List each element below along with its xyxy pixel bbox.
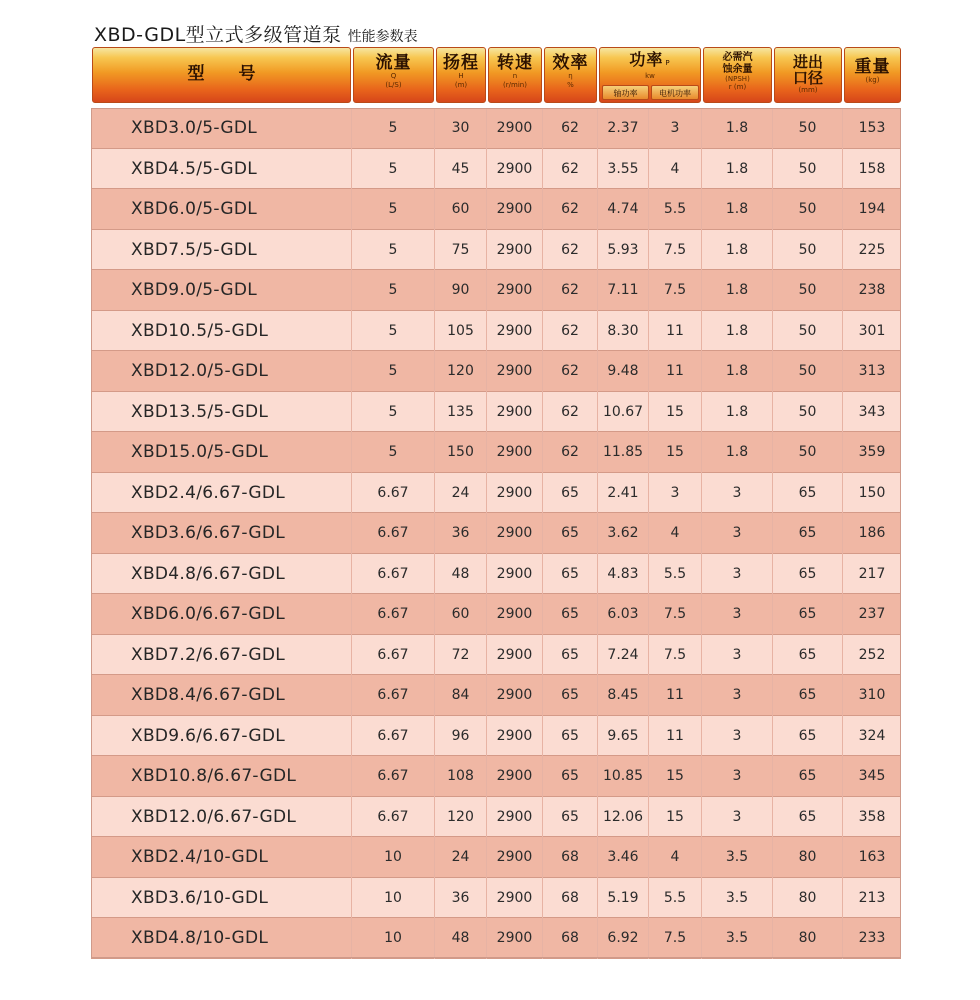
header-power-symbol: P: [665, 59, 671, 67]
cell-diameter: 65: [773, 554, 843, 595]
cell-head: 60: [435, 189, 487, 230]
cell-flow: 5: [352, 189, 435, 230]
header-model-label: 型号: [187, 64, 290, 84]
cell-flow: 5: [352, 432, 435, 473]
cell-shaft-power: 9.65: [598, 716, 649, 757]
cell-npsh: 3: [702, 716, 773, 757]
cell-speed: 2900: [487, 756, 543, 797]
table-row: [91, 756, 901, 797]
header-power-text: 功率: [629, 50, 664, 69]
cell-shaft-power: 4.83: [598, 554, 649, 595]
cell-head: 36: [435, 878, 487, 919]
cell-flow: 6.67: [352, 513, 435, 554]
cell-efficiency: 68: [543, 837, 598, 878]
cell-head: 150: [435, 432, 487, 473]
header-npsh: [703, 47, 772, 103]
table-row: [91, 189, 901, 230]
cell-head: 24: [435, 473, 487, 514]
cell-diameter: 65: [773, 716, 843, 757]
cell-shaft-power: 5.19: [598, 878, 649, 919]
cell-head: 48: [435, 918, 487, 959]
cell-motor-power: 4: [649, 149, 702, 190]
cell-head: 108: [435, 756, 487, 797]
cell-flow: 5: [352, 230, 435, 271]
header-shaft-power: 轴功率: [602, 85, 649, 100]
header-power-label: [600, 51, 700, 72]
table-row: [91, 473, 901, 514]
cell-shaft-power: 3.46: [598, 837, 649, 878]
cell-efficiency: 65: [543, 716, 598, 757]
cell-motor-power: 5.5: [649, 554, 702, 595]
cell-shaft-power: 10.85: [598, 756, 649, 797]
cell-speed: 2900: [487, 594, 543, 635]
cell-motor-power: 15: [649, 756, 702, 797]
header-speed-symbol: n: [512, 72, 518, 80]
cell-head: 48: [435, 554, 487, 595]
cell-head: 30: [435, 108, 487, 149]
cell-efficiency: 65: [543, 797, 598, 838]
cell-weight: 238: [858, 282, 886, 298]
header-npsh-line4: r (m): [728, 83, 747, 91]
table-row: [91, 149, 901, 190]
cell-npsh: 1.8: [702, 432, 773, 473]
title-sub: 性能参数表: [347, 29, 418, 45]
cell-model: XBD4.5/5-GDL: [91, 149, 352, 190]
cell-motor-power: 11: [649, 351, 702, 392]
cell-npsh: 1.8: [702, 189, 773, 230]
table-row: [91, 554, 901, 595]
cell-weight: 194: [858, 201, 886, 217]
cell-diameter: 65: [773, 473, 843, 514]
cell-model: XBD4.8/6.67-GDL: [91, 554, 352, 595]
cell-weight: 310: [858, 687, 886, 703]
cell-efficiency: 65: [543, 635, 598, 676]
cell-flow: 6.67: [352, 756, 435, 797]
cell-model: XBD2.4/10-GDL: [91, 837, 352, 878]
cell-npsh: 3: [702, 473, 773, 514]
cell-npsh: 1.8: [702, 392, 773, 433]
header-flow: [353, 47, 434, 103]
cell-motor-power: 7.5: [649, 594, 702, 635]
cell-head: 120: [435, 797, 487, 838]
cell-weight: 343: [858, 403, 886, 420]
cell-efficiency: 68: [543, 918, 598, 959]
cell-npsh: 3: [702, 797, 773, 838]
table-row: [91, 392, 901, 433]
header-flow-symbol: Q: [390, 72, 397, 80]
cell-motor-power: 11: [649, 716, 702, 757]
cell-shaft-power: 11.85: [598, 432, 649, 473]
cell-speed: 2900: [487, 351, 543, 392]
header-inout-unit: (mm): [798, 86, 818, 94]
cell-efficiency: 65: [543, 756, 598, 797]
cell-weight: 225: [858, 241, 886, 258]
cell-model: XBD9.0/5-GDL: [91, 270, 352, 311]
cell-head: 96: [435, 716, 487, 757]
table-row: [91, 270, 901, 311]
table-row: [91, 878, 901, 919]
cell-speed: 2900: [487, 878, 543, 919]
cell-diameter: 50: [773, 351, 843, 392]
cell-motor-power: 15: [649, 392, 702, 433]
cell-flow: 6.67: [352, 635, 435, 676]
cell-flow: 5: [352, 108, 435, 149]
header-inout-line1: 进出: [792, 53, 823, 71]
cell-npsh: 3: [702, 554, 773, 595]
cell-flow: 5: [352, 351, 435, 392]
cell-speed: 2900: [487, 311, 543, 352]
cell-diameter: 50: [773, 189, 843, 230]
cell-head: 135: [435, 392, 487, 433]
cell-diameter: 80: [773, 837, 843, 878]
cell-shaft-power: 12.06: [598, 797, 649, 838]
cell-flow: 10: [352, 837, 435, 878]
header-efficiency: [544, 47, 597, 103]
cell-speed: 2900: [487, 513, 543, 554]
table-row: [91, 230, 901, 271]
cell-motor-power: 4: [649, 513, 702, 554]
cell-shaft-power: 7.11: [598, 270, 649, 311]
cell-diameter: 50: [773, 108, 843, 149]
cell-speed: 2900: [487, 392, 543, 433]
header-motor-power: 电机功率: [651, 85, 699, 100]
cell-efficiency: 62: [543, 230, 598, 271]
cell-model: XBD3.0/5-GDL: [91, 108, 352, 149]
cell-weight: 358: [858, 808, 886, 825]
header-npsh-line1: 必需汽: [722, 52, 753, 63]
header-weight-label: 重量: [854, 57, 891, 77]
cell-weight: 158: [858, 160, 886, 177]
cell-head: 120: [435, 351, 487, 392]
cell-npsh: 3: [702, 675, 773, 716]
cell-efficiency: 65: [543, 513, 598, 554]
table-row: [91, 108, 901, 149]
cell-flow: 10: [352, 918, 435, 959]
cell-efficiency: 62: [543, 351, 598, 392]
cell-model: XBD10.8/6.67-GDL: [91, 756, 352, 797]
cell-npsh: 1.8: [702, 149, 773, 190]
cell-weight: 233: [858, 930, 886, 946]
cell-model: XBD7.2/6.67-GDL: [91, 635, 352, 676]
cell-weight: 150: [858, 484, 886, 501]
cell-motor-power: 7.5: [649, 270, 702, 311]
cell-flow: 5: [352, 270, 435, 311]
cell-speed: 2900: [487, 473, 543, 514]
table-row: [91, 432, 901, 473]
cell-speed: 2900: [487, 797, 543, 838]
cell-speed: 2900: [487, 716, 543, 757]
cell-flow: 6.67: [352, 473, 435, 514]
cell-model: XBD12.0/5-GDL: [91, 351, 352, 392]
cell-speed: 2900: [487, 554, 543, 595]
cell-shaft-power: 6.92: [598, 918, 649, 959]
header-inout: [774, 47, 842, 103]
header-head-unit: (m): [454, 81, 468, 89]
cell-motor-power: 3: [649, 108, 702, 149]
cell-weight: 313: [858, 363, 886, 379]
cell-speed: 2900: [487, 675, 543, 716]
cell-motor-power: 5.5: [649, 189, 702, 230]
cell-weight: 359: [858, 444, 886, 460]
cell-flow: 6.67: [352, 554, 435, 595]
header-efficiency-label: 效率: [552, 53, 589, 73]
header-inout-line2: 口径: [792, 69, 823, 87]
cell-npsh: 1.8: [702, 230, 773, 271]
table-row: [91, 311, 901, 352]
cell-efficiency: 62: [543, 149, 598, 190]
cell-motor-power: 7.5: [649, 918, 702, 959]
cell-model: XBD9.6/6.67-GDL: [91, 716, 352, 757]
cell-speed: 2900: [487, 635, 543, 676]
header-weight-unit: (kg): [865, 76, 880, 84]
header-efficiency-symbol: η: [568, 72, 573, 80]
cell-motor-power: 7.5: [649, 635, 702, 676]
cell-efficiency: 62: [543, 311, 598, 352]
cell-weight: 301: [858, 322, 886, 339]
cell-motor-power: 11: [649, 675, 702, 716]
cell-flow: 10: [352, 878, 435, 919]
header-speed-label: 转速: [497, 53, 533, 73]
cell-flow: 6.67: [352, 797, 435, 838]
cell-weight: 213: [858, 889, 886, 906]
cell-speed: 2900: [487, 432, 543, 473]
cell-diameter: 65: [773, 675, 843, 716]
table-row: [91, 351, 901, 392]
header-weight: [844, 47, 901, 103]
cell-diameter: 50: [773, 392, 843, 433]
cell-shaft-power: 6.03: [598, 594, 649, 635]
cell-shaft-power: 4.74: [598, 189, 649, 230]
cell-npsh: 3.5: [702, 837, 773, 878]
cell-diameter: 50: [773, 230, 843, 271]
table-row: [91, 635, 901, 676]
cell-speed: 2900: [487, 149, 543, 190]
cell-speed: 2900: [487, 108, 543, 149]
cell-npsh: 3.5: [702, 918, 773, 959]
cell-model: XBD7.5/5-GDL: [91, 230, 352, 271]
cell-model: XBD2.4/6.67-GDL: [91, 473, 352, 514]
cell-diameter: 50: [773, 149, 843, 190]
cell-speed: 2900: [487, 189, 543, 230]
cell-head: 24: [435, 837, 487, 878]
cell-npsh: 1.8: [702, 351, 773, 392]
cell-shaft-power: 8.30: [598, 311, 649, 352]
header-model: [92, 47, 351, 103]
cell-motor-power: 15: [649, 797, 702, 838]
cell-efficiency: 62: [543, 108, 598, 149]
table-row: [91, 797, 901, 838]
cell-npsh: 1.8: [702, 270, 773, 311]
cell-model: XBD3.6/10-GDL: [91, 878, 352, 919]
cell-speed: 2900: [487, 918, 543, 959]
cell-model: XBD15.0/5-GDL: [91, 432, 352, 473]
cell-diameter: 80: [773, 878, 843, 919]
cell-weight: 163: [858, 849, 886, 865]
cell-efficiency: 65: [543, 554, 598, 595]
cell-motor-power: 5.5: [649, 878, 702, 919]
cell-efficiency: 65: [543, 675, 598, 716]
cell-efficiency: 62: [543, 270, 598, 311]
cell-diameter: 50: [773, 311, 843, 352]
cell-diameter: 65: [773, 635, 843, 676]
table-row: [91, 513, 901, 554]
table-row: [91, 675, 901, 716]
cell-motor-power: 4: [649, 837, 702, 878]
header-npsh-line3: (NPSH): [725, 75, 750, 83]
cell-flow: 5: [352, 149, 435, 190]
cell-shaft-power: 3.55: [598, 149, 649, 190]
cell-model: XBD13.5/5-GDL: [91, 392, 352, 433]
table-row: [91, 837, 901, 878]
cell-motor-power: 3: [649, 473, 702, 514]
cell-head: 60: [435, 594, 487, 635]
title-main: XBD-GDL型立式多级管道泵: [94, 24, 342, 46]
cell-diameter: 50: [773, 432, 843, 473]
cell-model: XBD3.6/6.67-GDL: [91, 513, 352, 554]
table-row: [91, 716, 901, 757]
cell-head: 90: [435, 270, 487, 311]
data-table: [91, 108, 901, 958]
cell-npsh: 3: [702, 635, 773, 676]
header-speed: [488, 47, 542, 103]
cell-speed: 2900: [487, 230, 543, 271]
header-speed-unit: (r/min): [503, 81, 527, 89]
cell-head: 72: [435, 635, 487, 676]
cell-efficiency: 62: [543, 189, 598, 230]
cell-speed: 2900: [487, 270, 543, 311]
cell-weight: 153: [858, 120, 886, 136]
cell-model: XBD6.0/6.67-GDL: [91, 594, 352, 635]
table-row: [91, 918, 901, 959]
cell-weight: 237: [858, 606, 886, 622]
cell-diameter: 65: [773, 756, 843, 797]
header-power-unit: kw: [645, 72, 655, 80]
cell-weight: 217: [858, 565, 886, 582]
cell-npsh: 3: [702, 594, 773, 635]
cell-shaft-power: 2.41: [598, 473, 649, 514]
cell-efficiency: 62: [543, 392, 598, 433]
cell-weight: 252: [858, 646, 886, 663]
cell-shaft-power: 8.45: [598, 675, 649, 716]
cell-flow: 6.67: [352, 675, 435, 716]
cell-motor-power: 7.5: [649, 230, 702, 271]
cell-diameter: 65: [773, 513, 843, 554]
cell-flow: 6.67: [352, 594, 435, 635]
cell-flow: 6.67: [352, 716, 435, 757]
cell-shaft-power: 7.24: [598, 635, 649, 676]
cell-model: XBD6.0/5-GDL: [91, 189, 352, 230]
cell-efficiency: 68: [543, 878, 598, 919]
cell-weight: 324: [858, 727, 886, 744]
header-power: [599, 47, 701, 103]
cell-npsh: 3: [702, 756, 773, 797]
header-flow-unit: (L/S): [385, 81, 402, 89]
cell-flow: 5: [352, 311, 435, 352]
cell-model: XBD4.8/10-GDL: [91, 918, 352, 959]
cell-motor-power: 15: [649, 432, 702, 473]
header-flow-label: 流量: [375, 53, 412, 73]
cell-weight: 345: [858, 768, 886, 784]
cell-npsh: 1.8: [702, 108, 773, 149]
cell-diameter: 80: [773, 918, 843, 959]
cell-motor-power: 11: [649, 311, 702, 352]
cell-npsh: 3: [702, 513, 773, 554]
cell-shaft-power: 10.67: [598, 392, 649, 433]
cell-diameter: 65: [773, 594, 843, 635]
cell-shaft-power: 5.93: [598, 230, 649, 271]
cell-head: 84: [435, 675, 487, 716]
cell-shaft-power: 3.62: [598, 513, 649, 554]
cell-speed: 2900: [487, 837, 543, 878]
header-efficiency-unit: %: [567, 81, 574, 89]
header-head: [436, 47, 486, 103]
header-head-label: 扬程: [443, 53, 479, 73]
cell-head: 75: [435, 230, 487, 271]
cell-model: XBD8.4/6.67-GDL: [91, 675, 352, 716]
table-row: [91, 594, 901, 635]
cell-diameter: 65: [773, 797, 843, 838]
cell-shaft-power: 9.48: [598, 351, 649, 392]
page-title: [94, 22, 418, 48]
cell-head: 105: [435, 311, 487, 352]
cell-head: 45: [435, 149, 487, 190]
cell-efficiency: 65: [543, 473, 598, 514]
cell-npsh: 1.8: [702, 311, 773, 352]
cell-model: XBD10.5/5-GDL: [91, 311, 352, 352]
header-head-symbol: H: [458, 72, 464, 80]
cell-efficiency: 65: [543, 594, 598, 635]
cell-shaft-power: 2.37: [598, 108, 649, 149]
header-npsh-line2: 蚀余量: [722, 64, 753, 75]
cell-efficiency: 62: [543, 432, 598, 473]
cell-flow: 5: [352, 392, 435, 433]
cell-weight: 186: [858, 525, 886, 541]
cell-head: 36: [435, 513, 487, 554]
cell-diameter: 50: [773, 270, 843, 311]
cell-model: XBD12.0/6.67-GDL: [91, 797, 352, 838]
cell-npsh: 3.5: [702, 878, 773, 919]
